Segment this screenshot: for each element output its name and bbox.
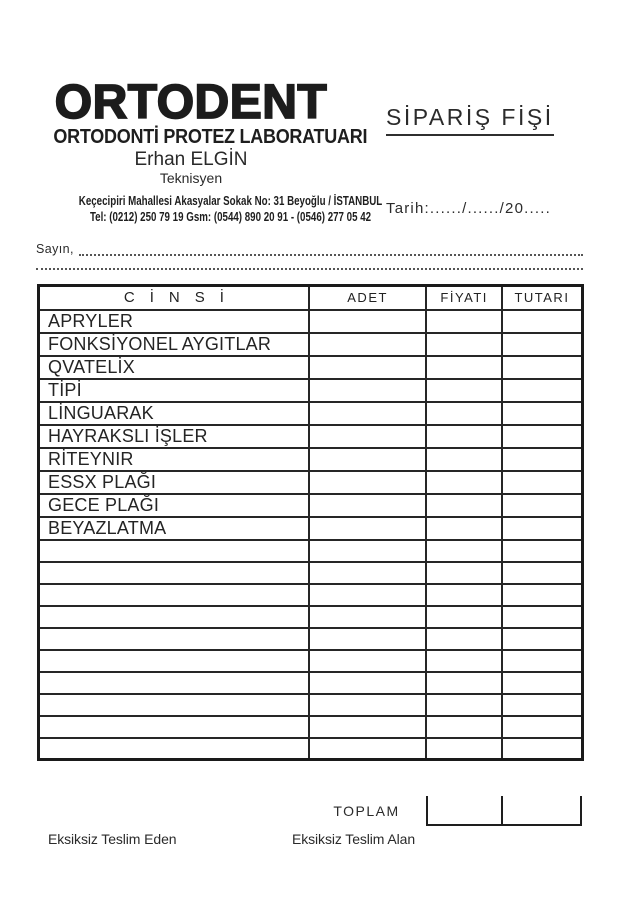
cell-adet xyxy=(309,562,427,584)
phone-line: Tel: (0212) 250 79 19 Gsm: (0544) 890 20 91 - (0546) 277 05 42 xyxy=(89,210,372,224)
cell-tutari xyxy=(502,425,583,448)
cell-cinsi xyxy=(39,562,309,584)
column-header-cinsi: CİNSİ xyxy=(39,286,309,310)
brand-block xyxy=(36,76,383,226)
cell-adet xyxy=(309,694,427,716)
cell-tutari xyxy=(502,402,583,425)
cell-cinsi xyxy=(39,716,309,738)
total-tutari-cell xyxy=(501,796,582,826)
cell-fiyati xyxy=(426,584,502,606)
table-row xyxy=(39,606,583,628)
total-label: TOPLAM xyxy=(333,803,400,819)
cell-cinsi: GECE PLAĞI xyxy=(39,494,309,517)
technician-role: Teknisyen xyxy=(159,170,223,186)
cell-cinsi xyxy=(39,650,309,672)
cell-cinsi xyxy=(39,606,309,628)
cell-fiyati xyxy=(426,517,502,540)
total-fiyati-cell xyxy=(426,796,503,826)
cell-fiyati xyxy=(426,310,502,333)
cell-cinsi: QVATELİX xyxy=(39,356,309,379)
cell-tutari xyxy=(502,379,583,402)
cell-cinsi xyxy=(39,672,309,694)
cell-fiyati xyxy=(426,356,502,379)
table-row xyxy=(39,356,583,379)
cell-tutari xyxy=(502,471,583,494)
cell-cinsi: TİPİ xyxy=(39,379,309,402)
cell-cinsi xyxy=(39,694,309,716)
table-row xyxy=(39,471,583,494)
table-row xyxy=(39,562,583,584)
cell-adet xyxy=(309,379,427,402)
cell-fiyati xyxy=(426,650,502,672)
table-row xyxy=(39,517,583,540)
cell-fiyati xyxy=(426,333,502,356)
cell-fiyati xyxy=(426,402,502,425)
table-row xyxy=(39,494,583,517)
cell-cinsi xyxy=(39,584,309,606)
cell-tutari xyxy=(502,694,583,716)
cell-tutari xyxy=(502,517,583,540)
cell-tutari xyxy=(502,448,583,471)
table-row xyxy=(39,694,583,716)
table-row xyxy=(39,333,583,356)
table-row xyxy=(39,402,583,425)
cell-tutari xyxy=(502,333,583,356)
cell-fiyati xyxy=(426,379,502,402)
cell-fiyati xyxy=(426,716,502,738)
cell-adet xyxy=(309,650,427,672)
cell-cinsi: RİTEYNIR xyxy=(39,448,309,471)
technician-name: Erhan ELGİN xyxy=(134,149,248,170)
cell-fiyati xyxy=(426,540,502,562)
cell-adet xyxy=(309,425,427,448)
cell-tutari xyxy=(502,562,583,584)
cell-adet xyxy=(309,448,427,471)
cell-tutari xyxy=(502,716,583,738)
table-row xyxy=(39,738,583,760)
cell-adet xyxy=(309,672,427,694)
cell-tutari xyxy=(502,540,583,562)
order-table-body xyxy=(39,310,583,760)
cell-fiyati xyxy=(426,494,502,517)
cell-cinsi: LİNGUARAK xyxy=(39,402,309,425)
cell-adet xyxy=(309,356,427,379)
cell-cinsi xyxy=(39,738,309,760)
cell-adet xyxy=(309,494,427,517)
cell-tutari xyxy=(502,672,583,694)
cell-cinsi: BEYAZLATMA xyxy=(39,517,309,540)
brand-subtitle: ORTODONTİ PROTEZ LABORATUARI xyxy=(53,126,368,148)
signature-label-receiver: Eksiksiz Teslim Alan xyxy=(292,831,416,847)
cell-adet xyxy=(309,628,427,650)
form-title: SİPARİŞ FİŞİ xyxy=(386,104,554,136)
cell-cinsi xyxy=(39,628,309,650)
date-field: Tarih:....../....../20..... xyxy=(386,200,551,217)
cell-adet xyxy=(309,402,427,425)
cell-cinsi: HAYRAKSLI İŞLER xyxy=(39,425,309,448)
cell-adet xyxy=(309,310,427,333)
address-block xyxy=(79,193,382,225)
table-row xyxy=(39,425,583,448)
cell-adet xyxy=(309,716,427,738)
cell-adet xyxy=(309,471,427,494)
order-table xyxy=(37,284,584,761)
total-cells xyxy=(426,796,582,826)
cell-fiyati xyxy=(426,448,502,471)
cell-tutari xyxy=(502,628,583,650)
cell-adet xyxy=(309,540,427,562)
cell-tutari xyxy=(502,738,583,760)
table-row xyxy=(39,584,583,606)
column-header-tutari: TUTARI xyxy=(502,286,583,310)
table-row xyxy=(39,379,583,402)
cell-adet xyxy=(309,584,427,606)
cell-tutari xyxy=(502,356,583,379)
recipient-dotted-line-2 xyxy=(36,258,583,270)
recipient-label: Sayın, xyxy=(36,242,74,256)
cell-tutari xyxy=(502,494,583,517)
recipient-dotted-line xyxy=(79,245,583,256)
cell-tutari xyxy=(502,310,583,333)
table-row xyxy=(39,310,583,333)
cell-fiyati xyxy=(426,628,502,650)
order-table-header xyxy=(39,286,583,310)
table-row xyxy=(39,650,583,672)
column-header-adet: ADET xyxy=(309,286,427,310)
cell-fiyati xyxy=(426,471,502,494)
cell-adet xyxy=(309,738,427,760)
table-row xyxy=(39,672,583,694)
recipient-row xyxy=(36,242,583,256)
cell-fiyati xyxy=(426,672,502,694)
cell-cinsi: FONKSİYONEL AYGITLAR xyxy=(39,333,309,356)
cell-fiyati xyxy=(426,425,502,448)
cell-tutari xyxy=(502,650,583,672)
header-row xyxy=(39,286,583,310)
table-row xyxy=(39,448,583,471)
brand-name: ORTODENT xyxy=(54,76,328,129)
cell-fiyati xyxy=(426,606,502,628)
cell-adet xyxy=(309,333,427,356)
table-row xyxy=(39,716,583,738)
signature-label-deliverer: Eksiksiz Teslim Eden xyxy=(48,831,177,847)
cell-tutari xyxy=(502,606,583,628)
address-line: Keçecipiri Mahallesi Akasyalar Sokak No: 31 Beyoğlu / İSTANBUL xyxy=(78,194,383,208)
cell-cinsi: APRYLER xyxy=(39,310,309,333)
cell-fiyati xyxy=(426,738,502,760)
cell-adet xyxy=(309,606,427,628)
cell-tutari xyxy=(502,584,583,606)
column-header-fiyati: FİYATI xyxy=(426,286,502,310)
cell-cinsi xyxy=(39,540,309,562)
table-row xyxy=(39,628,583,650)
cell-cinsi: ESSX PLAĞI xyxy=(39,471,309,494)
cell-fiyati xyxy=(426,562,502,584)
cell-fiyati xyxy=(426,694,502,716)
table-row xyxy=(39,540,583,562)
cell-adet xyxy=(309,517,427,540)
